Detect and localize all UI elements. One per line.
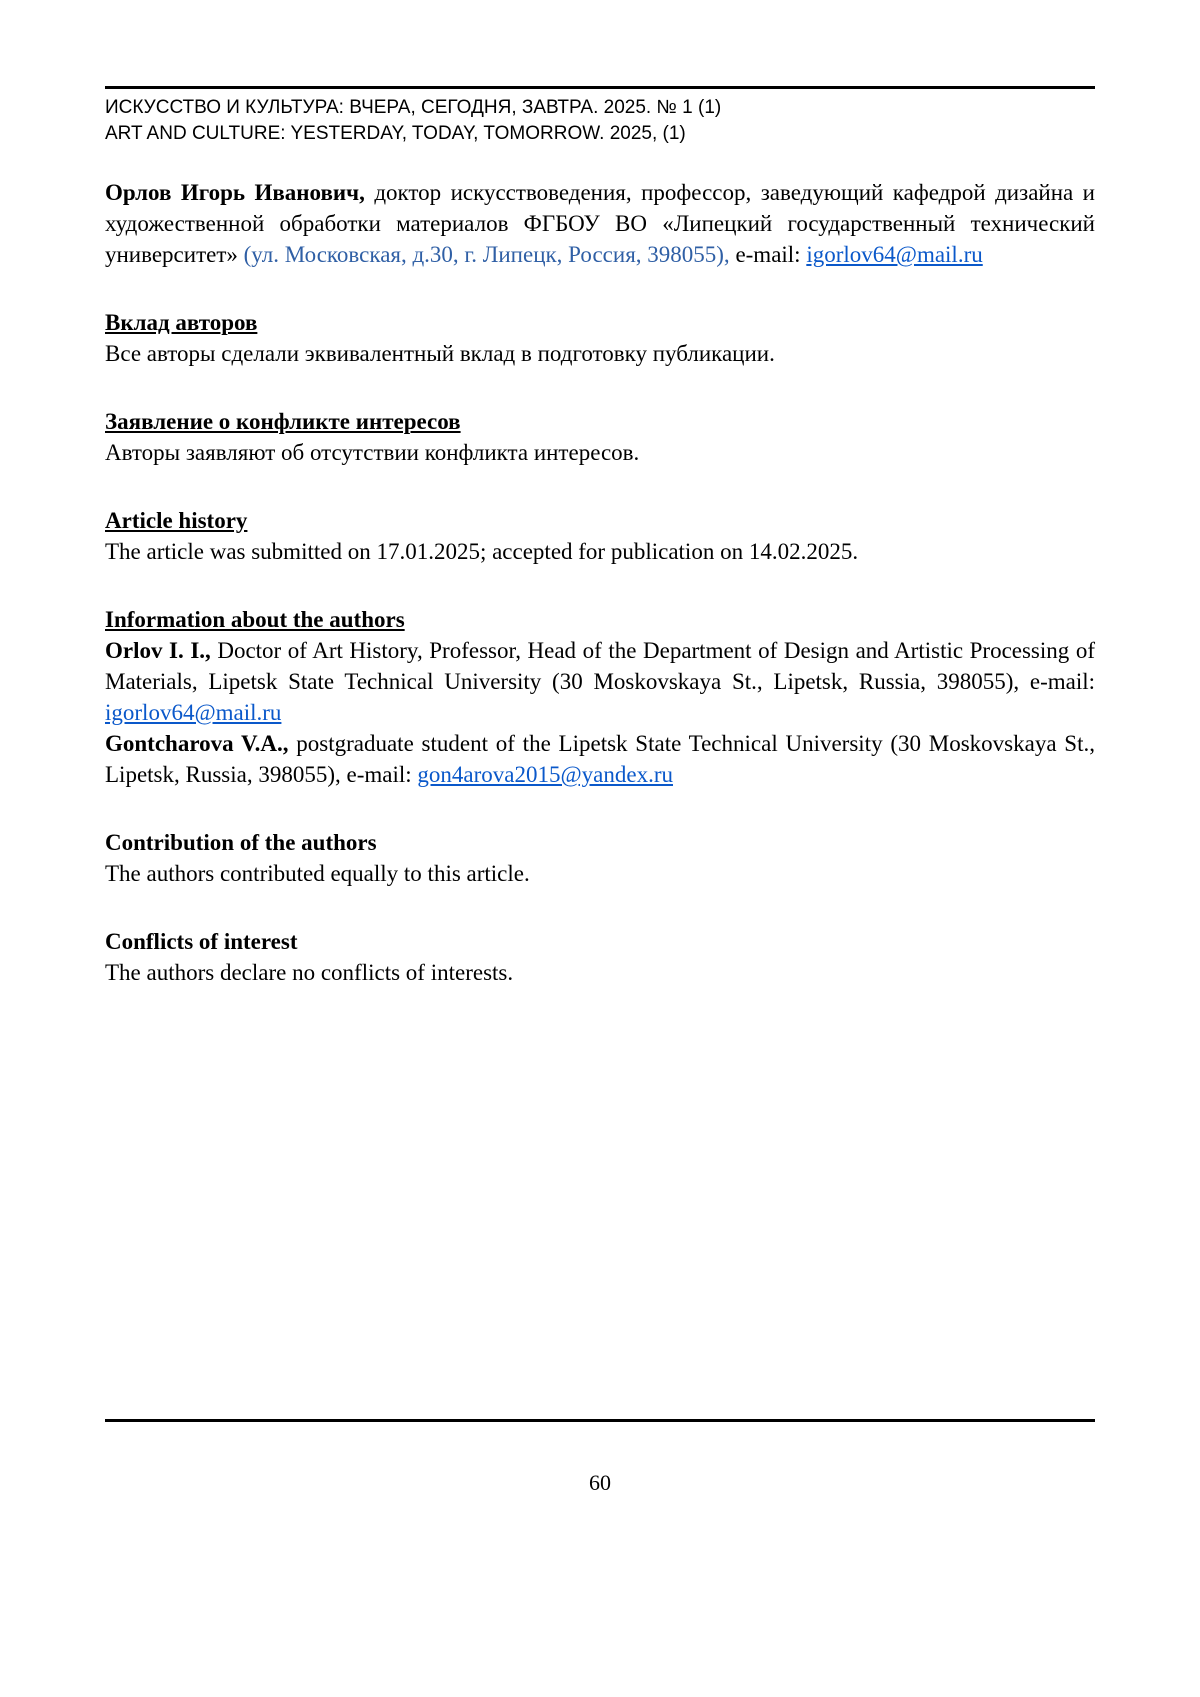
author-address-ru: (ул. Московская, д.30, г. Липецк, Россия, 398055), [243,242,730,267]
page-footer [105,1419,1095,1496]
author-affiliation-ru: доктор искусствоведения, профессор, заведующий кафедрой дизайна и художественной обработки материалов ФГБОУ ВО «Липецкий государственный технический университет» [105,180,1095,267]
section-text-conflict-ru: Авторы заявляют об отсутствии конфликта интересов. [105,440,640,465]
section-heading-article-history: Article history [105,508,248,533]
page-number: 60 [589,1470,611,1495]
journal-title-en: ART AND CULTURE: YESTERDAY, TODAY, TOMORROW. 2025, (1) [105,123,686,144]
section-contribution-ru [105,307,1095,369]
author-bio-gontcharova-en [105,728,1095,790]
section-authors-info [105,604,1095,790]
author-bio-orlov-en [105,635,1095,728]
author-bio-ru [105,177,1095,270]
section-contribution-en [105,827,1095,889]
email-link-gontcharova-en[interactable]: gon4arova2015@yandex.ru [417,762,673,787]
page-content [105,0,1095,988]
author-name-gontcharova-en: Gontcharova V.A., [105,731,289,756]
section-heading-authors-info: Information about the authors [105,607,405,632]
section-heading-conflict-en: Conflicts of interest [105,929,298,954]
section-text-contribution-en: The authors contributed equally to this article. [105,861,530,886]
section-article-history [105,505,1095,567]
author-details-orlov-en: Doctor of Art History, Professor, Head of the Department of Design and Artistic Processing of Materials, Lipetsk State Technical University (30 Moskovskaya St., Lipetsk, Russia, 398055), e-mail: [105,638,1095,694]
section-heading-contribution-ru: Вклад авторов [105,310,258,335]
author-name-orlov-en: Orlov I. I., [105,638,211,663]
section-heading-contribution-en: Contribution of the authors [105,830,377,855]
footer-rule [105,1419,1095,1422]
header-rule [105,86,1095,89]
email-label-ru: e-mail: [729,242,807,267]
author-name-ru: Орлов Игорь Иванович, [105,180,365,205]
section-text-conflict-en: The authors declare no conflicts of interests. [105,960,514,985]
section-heading-conflict-ru: Заявление о конфликте интересов [105,409,461,434]
email-link-orlov-en[interactable]: igorlov64@mail.ru [105,700,282,725]
section-conflict-en [105,926,1095,988]
email-link-orlov-ru[interactable]: igorlov64@mail.ru [806,242,983,267]
section-text-contribution-ru: Все авторы сделали эквивалентный вклад в подготовку публикации. [105,341,775,366]
section-conflict-ru [105,406,1095,468]
author-details-gontcharova-en: postgraduate student of the Lipetsk State Technical University (30 Moskovskaya St., Lipetsk, Russia, 398055), e-mail: [105,731,1095,787]
section-text-article-history: The article was submitted on 17.01.2025; accepted for publication on 14.02.2025. [105,539,859,564]
journal-title-ru: ИСКУССТВО И КУЛЬТУРА: ВЧЕРА, СЕГОДНЯ, ЗАВТРА. 2025. № 1 (1) [105,97,722,118]
